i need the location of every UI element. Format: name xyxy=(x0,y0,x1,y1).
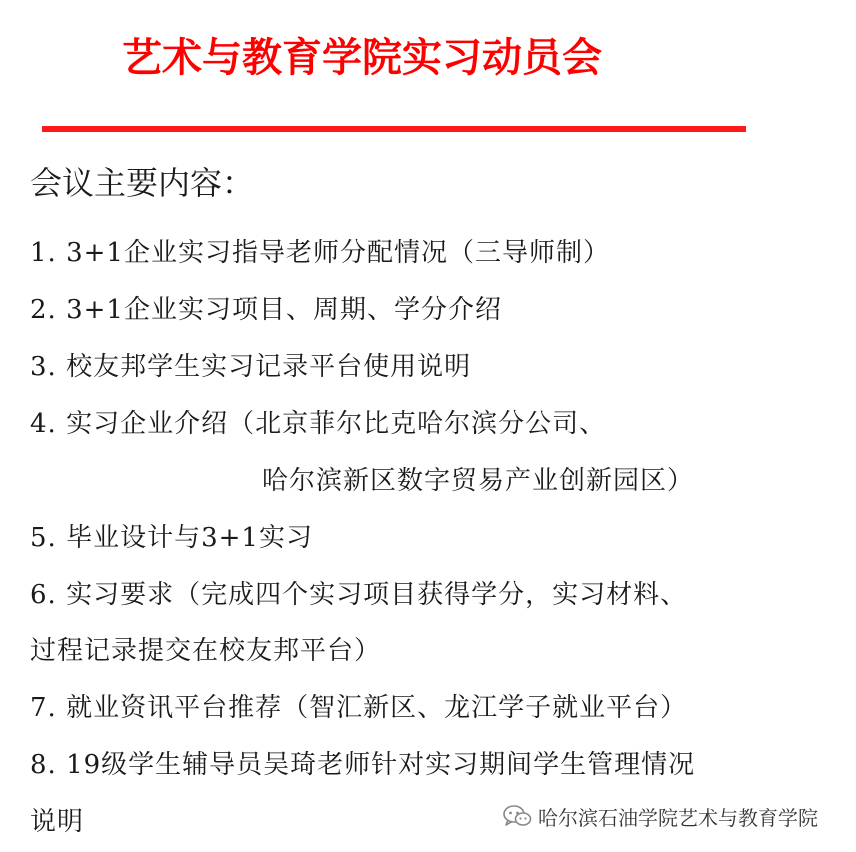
agenda-item-5: 5. 毕业设计与3+1实习 xyxy=(30,523,313,553)
agenda-item-8: 8. 19级学生辅导员吴琦老师针对实习期间学生管理情况 xyxy=(30,750,696,780)
agenda-item-4: 4. 实习企业介绍（北京菲尔比克哈尔滨分公司、 xyxy=(30,409,607,439)
watermark-text: 哈尔滨石油学院艺术与教育学院 xyxy=(538,805,818,830)
agenda-item-6-continued: 过程记录提交在校友邦平台） xyxy=(30,636,382,666)
agenda-item-6: 6. 实习要求（完成四个实习项目获得学分，实习材料、 xyxy=(30,580,688,610)
agenda-item-4-continued: 哈尔滨新区数字贸易产业创新园区） xyxy=(262,466,695,496)
agenda-item-8-continued: 说明 xyxy=(30,807,85,837)
title-divider xyxy=(42,126,746,132)
agenda-item-1: 1. 3+1企业实习指导老师分配情况（三导师制） xyxy=(30,238,610,268)
wechat-icon xyxy=(502,803,532,829)
agenda-item-3: 3. 校友邦学生实习记录平台使用说明 xyxy=(30,352,472,382)
section-heading: 会议主要内容： xyxy=(30,164,255,202)
agenda-item-7: 7. 就业资讯平台推荐（智汇新区、龙江学子就业平台） xyxy=(30,693,688,723)
account-watermark xyxy=(502,799,818,833)
agenda-item-2: 2. 3+1企业实习项目、周期、学分介绍 xyxy=(30,295,502,325)
page-title: 艺术与教育学院实习动员会 xyxy=(122,35,602,81)
